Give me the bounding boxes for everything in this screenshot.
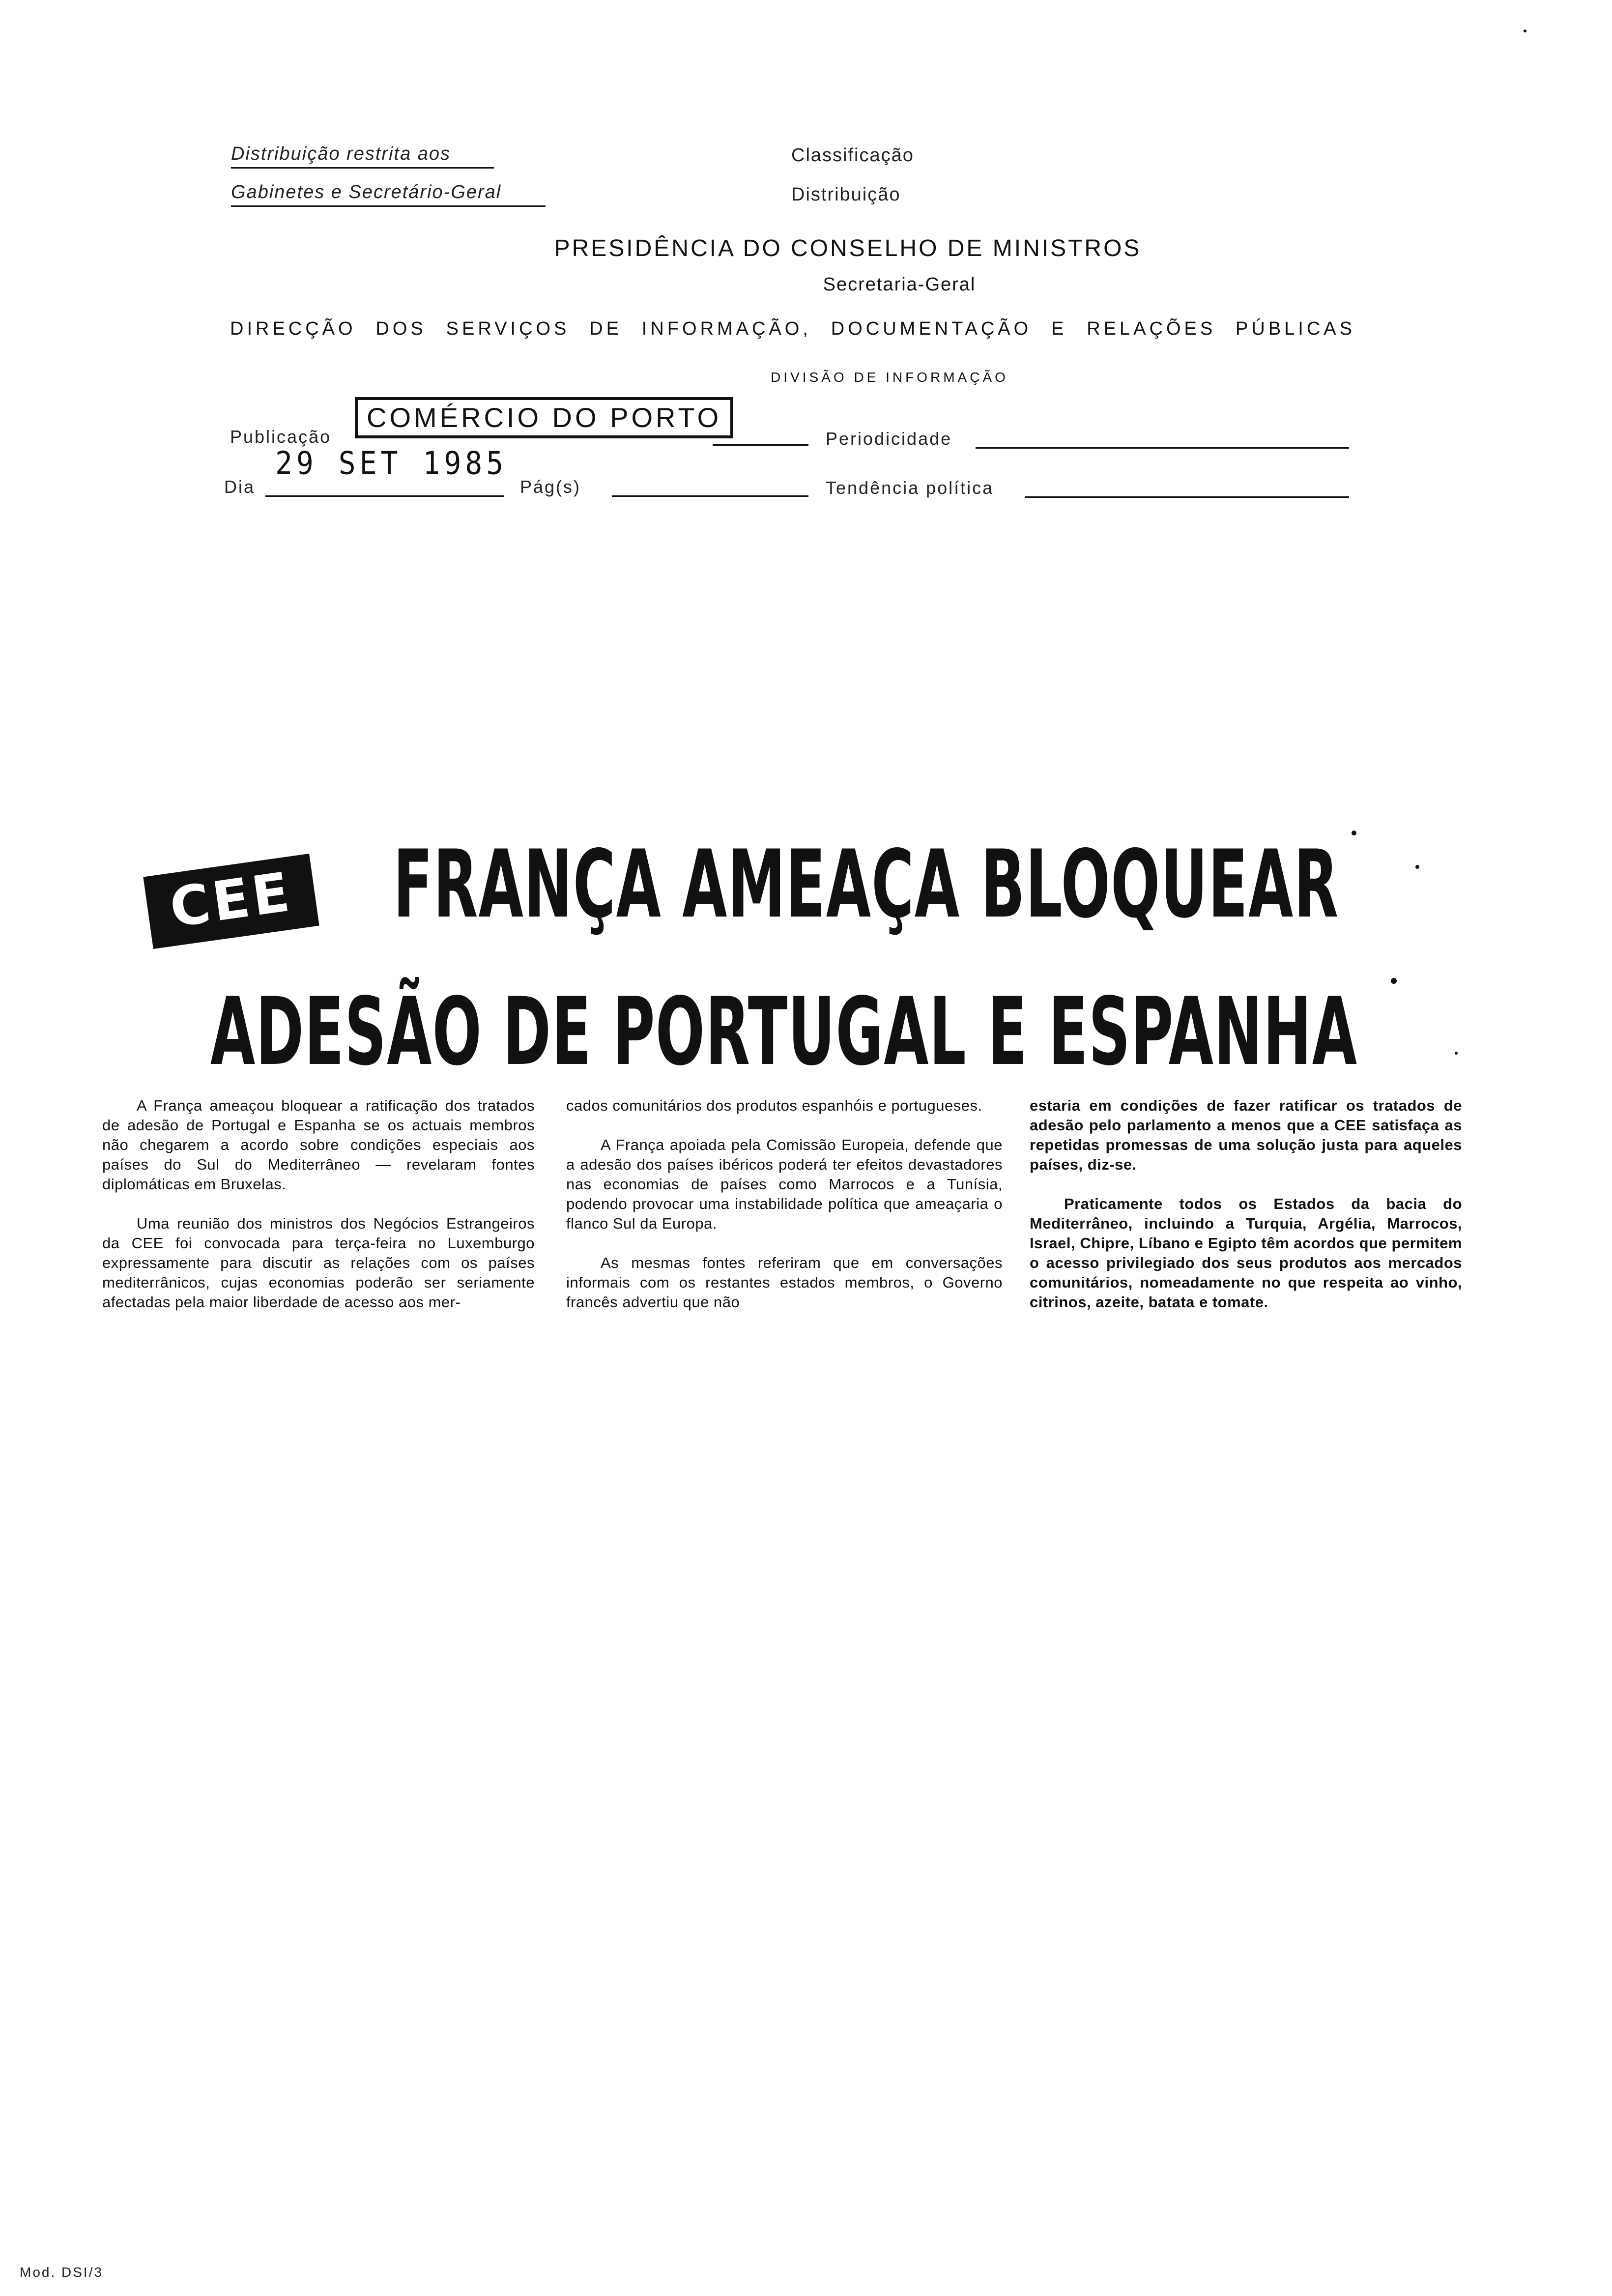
secretariat-subtitle: Secretaria-Geral: [823, 274, 976, 295]
headline-line-2: ADESÃO DE PORTUGAL E ESPANHA: [210, 977, 1358, 1086]
presidency-title: PRESIDÊNCIA DO CONSELHO DE MINISTROS: [554, 235, 1142, 261]
scan-speck: [1391, 978, 1397, 984]
scan-speck: [1415, 865, 1419, 869]
pages-label: Pág(s): [520, 477, 581, 497]
distribution-underline-1: [231, 167, 494, 169]
headline-line-1: FRANÇA AMEAÇA BLOQUEAR: [393, 830, 1339, 939]
political-tendency-label: Tendência política: [826, 478, 994, 498]
article-paragraph: estaria em condições de fazer ratificar os tratados de adesão pelo parlamento a menos que a CEE satisfaça as repetidas promessas de uma solução justa para aqueles países, diz-se.: [1030, 1097, 1462, 1173]
article-paragraph: Praticamente todos os Estados da bacia do Mediterrâneo, incluindo a Turquia, Argélia, Marrocos, Israel, Chipre, Líbano e Egipto têm acordos que permitem o acesso privilegiado dos seus produtos aos mercados comunitários, nomeadamente no que respeita ao vinho, citrinos, azeite, batata e tomate.: [1030, 1195, 1462, 1311]
article-column-1: [102, 1096, 535, 1312]
scan-speck: [1352, 831, 1356, 835]
cee-section-badge: CEE: [143, 854, 319, 949]
distribution-cabinets-line: Gabinetes e Secretário-Geral: [231, 182, 502, 202]
publication-label: Publicação: [230, 427, 332, 447]
distribution-restricted-line: Distribuição restrita aos: [231, 144, 451, 164]
article-paragraph: A França apoiada pela Comissão Europeia, defende que a adesão dos países ibéricos poderá ter efeitos devastadores nas economias de países como Marrocos e a Tunísia, podendo provocar uma instabilidade política que ameaçaria o flanco Sul da Europa.: [566, 1136, 1003, 1232]
article-paragraph: As mesmas fontes referiram que em conversações informais com os restantes estados membros, o Governo francês advertiu que não: [566, 1254, 1003, 1311]
periodicity-line: [976, 447, 1349, 449]
political-tendency-line: [1025, 496, 1349, 498]
periodicity-label: Periodicidade: [826, 429, 952, 449]
day-line: [265, 495, 504, 497]
pages-line: [612, 495, 808, 497]
scan-speck: [1524, 29, 1526, 32]
classification-label: Classificação: [791, 145, 914, 166]
article-column-2: [566, 1096, 1003, 1312]
article-column-3: [1030, 1096, 1462, 1312]
article-paragraph: Uma reunião dos ministros dos Negócios Estrangeiros da CEE foi convocada para terça-feira no Luxemburgo expressamente para discutir as relações com os países mediterrânicos, cujas economias poderão ser seriamente afectadas pela maior liberdade de acesso aos mer-: [102, 1215, 535, 1311]
publication-stamp: COMÉRCIO DO PORTO: [355, 397, 733, 438]
date-stamp: 29 SET 1985: [275, 445, 508, 482]
scan-speck: [1455, 1052, 1458, 1055]
distribution-label: Distribuição: [791, 184, 901, 205]
article-paragraph: cados comunitários dos produtos espanhóis e portugueses.: [566, 1097, 982, 1114]
distribution-underline-2: [231, 205, 546, 207]
services-direction: DIRECÇÃO DOS SERVIÇOS DE INFORMAÇÃO, DOCUMENTAÇÃO E RELAÇÕES PÚBLICAS: [230, 318, 1355, 339]
publication-line: [713, 444, 808, 446]
form-model-number: Mod. DSI/3: [20, 2265, 104, 2280]
article-paragraph: A França ameaçou bloquear a ratificação dos tratados de adesão de Portugal e Espanha se os actuais membros não chegarem a acordo sobre condições especiais aos países do Sul do Mediterrâneo — revelaram fontes diplomáticas em Bruxelas.: [102, 1097, 535, 1193]
division-title: DIVISÃO DE INFORMAÇÃO: [771, 370, 1008, 385]
day-label: Dia: [224, 477, 256, 497]
